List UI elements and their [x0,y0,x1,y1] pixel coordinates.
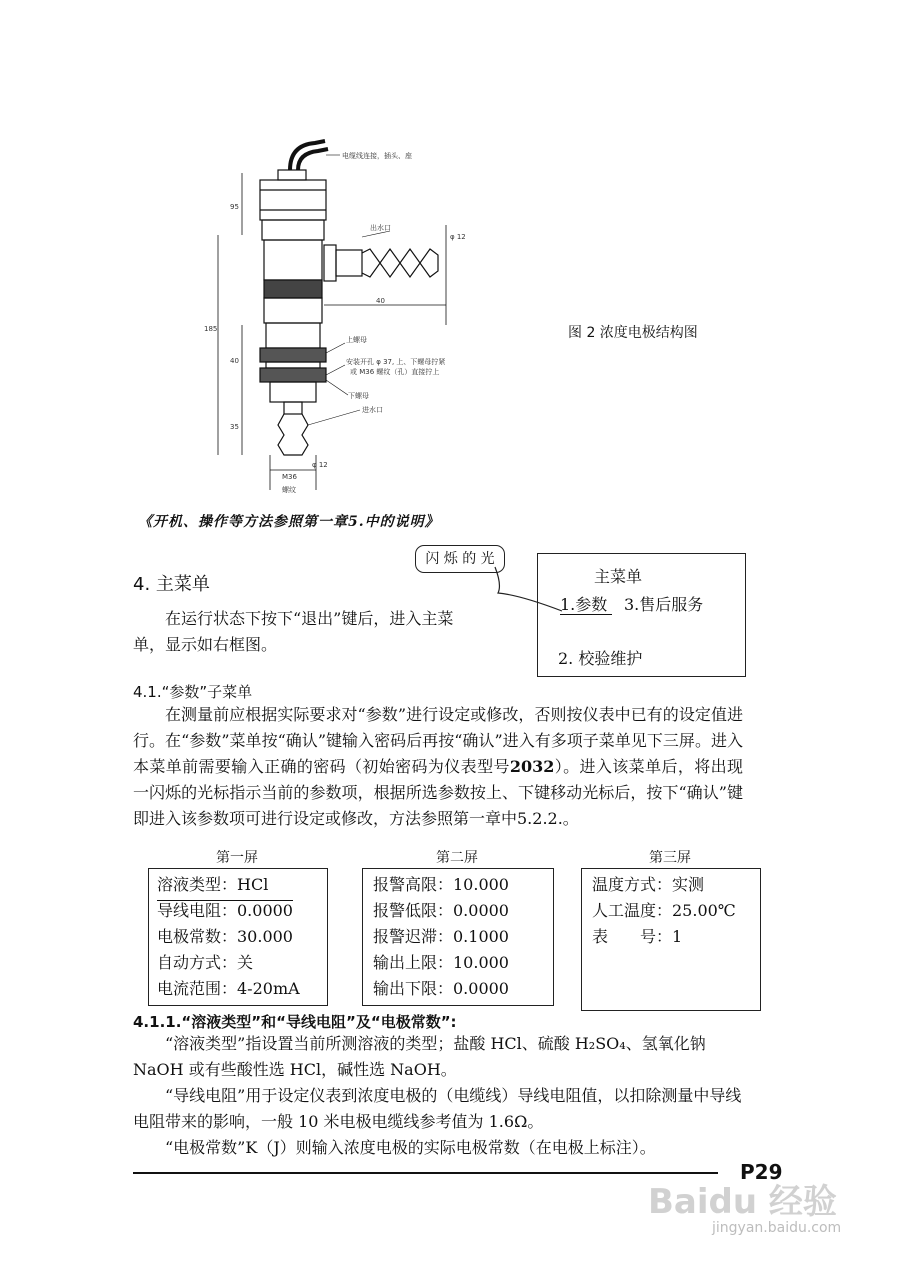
section41-text: 在测量前应根据实际要求对“参数”进行设定或修改，否则按仪表中已有的设定值进行。在“参数”菜单按“确认”键输入密码后再按“确认”进入有多项子菜单见下三屏。进入本菜单前需要输入正确的密码（初始密码为仪表型号 [133,705,743,776]
section411-p1: “溶液类型”指设置当前所测溶液的类型；盐酸 HCl、硫酸 H₂SO₄、氢氧化钠 NaOH 或有些酸性选 HCl，碱性选 NaOH。 [133,1034,706,1079]
dim-top: 95 [230,203,239,211]
callout-pointer [490,565,570,615]
label-upper-nut: 上螺母 [346,336,367,344]
screen3-row: 温度方式：实测 [592,875,705,894]
screen3-box [581,868,761,1011]
startup-note: 《开机、操作等方法参照第一章5.中的说明》 [138,514,440,530]
section41-text2: ）。进入该菜单后，将出现一闪烁的光标指示当前的参数项，根据所选参数按上、下键移动光标后，按下“确认”键即进入该参数项可进行设定或修改，方法参照第一章中5.2.2.。 [133,757,743,828]
dim-thread: M36 [282,473,297,481]
screen2-row: 报警低限：0.0000 [373,901,509,920]
dim-thread2: 螺纹 [282,486,296,494]
screen2-title: 第二屏 [436,850,478,866]
screen3-row: 表 号：1 [592,927,683,946]
screen2-row: 输出上限：10.000 [373,953,509,972]
screen1-row: 自动方式：关 [157,953,254,972]
section4-heading: 4. 主菜单 [133,574,210,595]
screen1-box [148,868,328,1006]
dim-width: 40 [376,297,385,305]
section41-body [133,702,743,832]
screen1-row: 电极常数：30.000 [157,927,293,946]
electrode-drawing [190,125,490,500]
dim-nozzle: φ 12 [312,461,328,469]
section4-body: 在运行状态下按下“退出”键后，进入主菜单，显示如右框图。 [133,609,454,654]
section411-heading: 4.1.1.“溶液类型”和“导线电阻”及“电极常数”: [133,1013,457,1031]
screen1-title: 第一屏 [216,850,258,866]
label-cable: 电缆线连接，插头、座 [342,152,412,160]
dim-bottom: 35 [230,423,239,431]
section411-p2: “导线电阻”用于设定仪表到浓度电极的（电缆线）导线电阻值，以扣除测量中导线电阻带来的影响，一般 10 米电极电缆线参考值为 1.6Ω。 [133,1086,742,1131]
menu-item-1: 1.参数 [560,595,608,614]
dim-mid: 40 [230,357,239,365]
page-number: P29 [740,1160,783,1184]
label-outlet: 出水口 [370,224,391,232]
screen1-row: 导线电阻：0.0000 [157,901,293,920]
label-inlet: 进水口 [362,406,383,414]
label-install2: 或 M36 螺纹（孔）直接拧上 [350,368,440,376]
label-install: 安装开孔 φ 37, 上、下螺母拧紧 [346,358,446,366]
footer-rule [133,1172,718,1174]
flash-label: 闪 烁 的 光 [425,551,495,567]
dim-right: φ 12 [450,233,466,241]
screen1-row: 溶液类型：HCl [157,875,269,894]
menu-item-2: 2. 校验维护 [558,649,643,668]
figure-caption: 图 2 浓度电极结构图 [568,325,698,341]
electrode-figure [190,125,490,500]
section41-heading: 4.1.“参数”子菜单 [133,683,253,701]
password-value: 2032 [509,757,555,776]
screen1-row: 电流范围：4-20mA [157,979,300,998]
menu-title: 主菜单 [594,567,643,586]
screen2-box [362,868,554,1006]
baidu-watermark-url: jingyan.baidu.com [712,1220,842,1236]
screen2-row: 报警高限：10.000 [373,875,509,894]
screen2-row: 输出下限：0.0000 [373,979,509,998]
screen3-title: 第三屏 [649,850,691,866]
label-lower-nut: 下螺母 [348,392,369,400]
baidu-watermark: Baidu 经验 [648,1182,837,1222]
section411-p3: “电极常数”K（J）则输入浓度电极的实际电极常数（在电极上标注）。 [165,1138,656,1157]
screen2-row: 报警迟滞：0.1000 [373,927,509,946]
menu-item-3: 3.售后服务 [624,595,704,614]
dim-total: 185 [204,325,218,333]
screen3-row: 人工温度：25.00℃ [592,901,736,920]
